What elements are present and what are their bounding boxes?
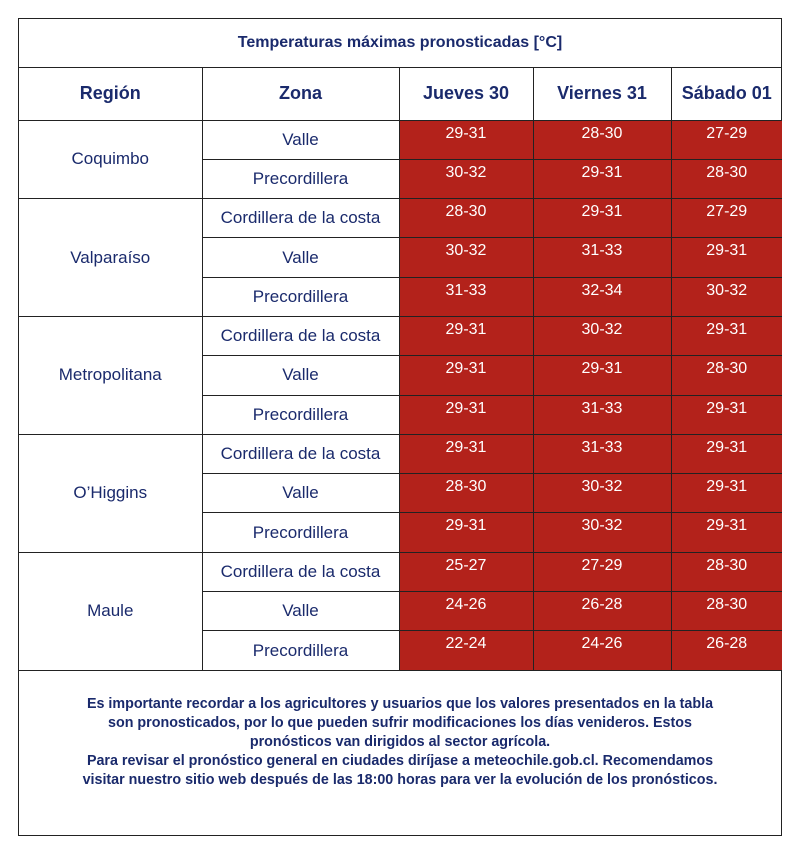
note-line: visitar nuestro sitio web después de las 18:00 horas para ver la evolución de los pronósticos. [82,772,718,788]
header-region: Región [19,68,202,120]
temperature-cell: 26-28 [533,592,671,631]
zone-cell: Cordillera de la costa [202,552,399,591]
temperature-cell: 29-31 [399,513,533,552]
header-day-2: Viernes 31 [533,68,671,120]
temperature-cell: 31-33 [533,395,671,434]
temperature-cell: 29-31 [671,395,782,434]
temperature-cell: 31-33 [533,238,671,277]
temperature-cell: 29-31 [671,434,782,473]
temperature-cell: 29-31 [399,356,533,395]
temperature-cell: 30-32 [671,277,782,316]
zone-cell: Precordillera [202,513,399,552]
note-line: Es importante recordar a los agricultores y usuarios que los valores presentados en la tabla [86,696,714,712]
temperature-cell: 29-31 [399,395,533,434]
header-row [19,68,782,120]
temperature-cell: 30-32 [533,513,671,552]
temperature-cell: 22-24 [399,631,533,670]
region-cell: Metropolitana [19,316,202,434]
temperature-cell: 30-32 [399,159,533,198]
header-zona: Zona [202,68,399,120]
temperature-cell: 29-31 [671,474,782,513]
temperature-cell: 30-32 [399,238,533,277]
temperature-cell: 30-32 [533,316,671,355]
zone-cell: Valle [202,120,399,159]
header-day-3: Sábado 01 [671,68,782,120]
region-cell: Maule [19,552,202,670]
temperature-cell: 26-28 [671,631,782,670]
zone-cell: Precordillera [202,159,399,198]
temperature-cell: 25-27 [399,552,533,591]
zone-cell: Valle [202,238,399,277]
temperature-cell: 28-30 [533,120,671,159]
temperature-cell: 28-30 [399,474,533,513]
temperature-cell: 29-31 [399,434,533,473]
temperature-cell: 32-34 [533,277,671,316]
temperature-cell: 28-30 [671,356,782,395]
temperature-cell: 24-26 [533,631,671,670]
note-line: pronósticos van dirigidos al sector agrícola. [249,734,551,750]
temperature-cell: 29-31 [671,513,782,552]
temperature-cell: 29-31 [399,316,533,355]
note-line: son pronosticados, por lo que pueden sufrir modificaciones los días venideros. Estos [108,715,692,731]
zone-cell: Cordillera de la costa [202,199,399,238]
temperature-cell: 27-29 [671,120,782,159]
zone-cell: Precordillera [202,631,399,670]
temperature-cell: 28-30 [671,592,782,631]
forecast-table [19,68,782,671]
zone-cell: Cordillera de la costa [202,316,399,355]
temperature-cell: 29-31 [399,120,533,159]
zone-cell: Valle [202,592,399,631]
table-title: Temperaturas máximas pronosticadas [°C] [19,19,781,68]
temperature-cell: 28-30 [671,159,782,198]
zone-cell: Valle [202,474,399,513]
zone-cell: Precordillera [202,277,399,316]
region-cell: Coquimbo [19,120,202,199]
temperature-cell: 29-31 [533,159,671,198]
forecast-frame [18,18,782,836]
temperature-cell: 29-31 [671,316,782,355]
region-cell: O’Higgins [19,434,202,552]
zone-cell: Precordillera [202,395,399,434]
header-day-1: Jueves 30 [399,68,533,120]
table-row [19,120,782,159]
forecast-body [19,120,782,670]
temperature-cell: 24-26 [399,592,533,631]
zone-cell: Valle [202,356,399,395]
region-cell: Valparaíso [19,199,202,317]
temperature-cell: 31-33 [533,434,671,473]
disclaimer-note [19,669,781,790]
temperature-cell: 27-29 [533,552,671,591]
temperature-cell: 31-33 [399,277,533,316]
table-row [19,199,782,238]
zone-cell: Cordillera de la costa [202,434,399,473]
temperature-cell: 28-30 [671,552,782,591]
table-row [19,552,782,591]
note-line: Para revisar el pronóstico general en ciudades diríjase a meteochile.gob.cl. Recomendamos [86,753,714,769]
temperature-cell: 29-31 [671,238,782,277]
temperature-cell: 28-30 [399,199,533,238]
temperature-cell: 30-32 [533,474,671,513]
table-row [19,316,782,355]
temperature-cell: 29-31 [533,356,671,395]
temperature-cell: 27-29 [671,199,782,238]
temperature-cell: 29-31 [533,199,671,238]
table-row [19,434,782,473]
